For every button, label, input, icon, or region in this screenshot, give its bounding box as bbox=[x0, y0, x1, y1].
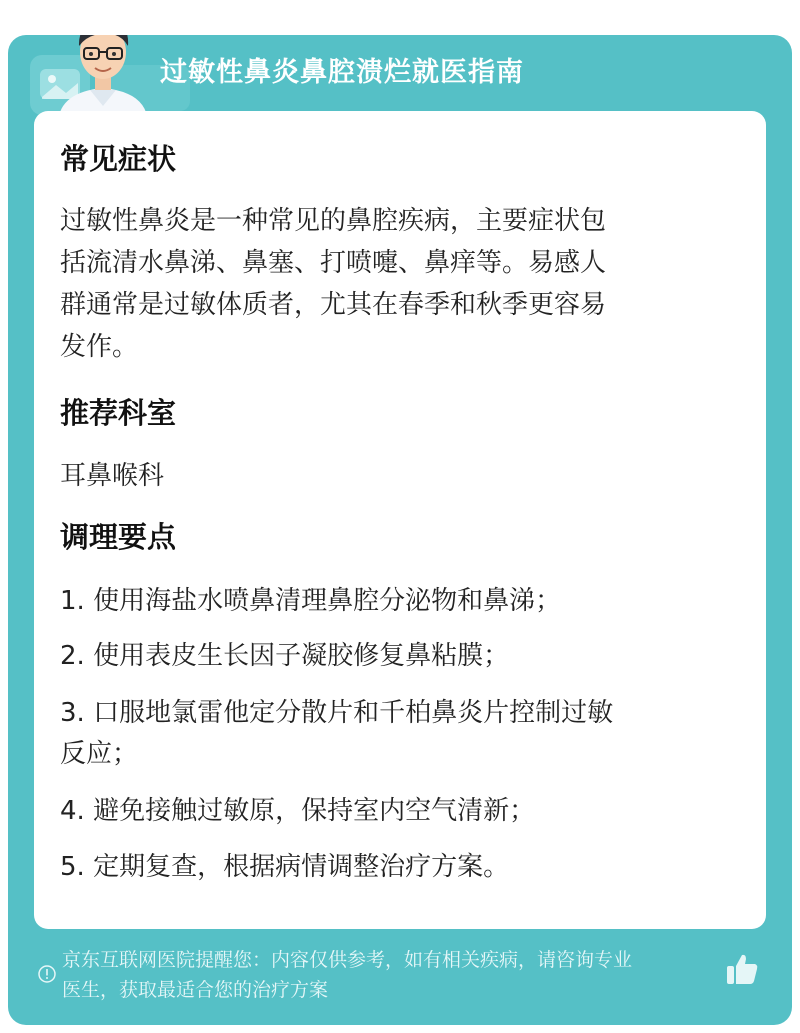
care-item: 1. 使用海盐水喷鼻清理鼻腔分泌物和鼻涕； bbox=[60, 586, 562, 616]
page-title: 过敏性鼻炎鼻腔溃烂就医指南 bbox=[160, 57, 524, 88]
care-item: 4. 避免接触过敏原，保持室内空气清新； bbox=[60, 796, 536, 826]
care-item-continued: 反应； bbox=[60, 739, 139, 769]
thumbs-up-icon[interactable] bbox=[724, 951, 760, 987]
disclaimer-line: 京东互联网医院提醒您：内容仅供参考，如有相关疾病，请咨询专业 bbox=[62, 949, 633, 971]
care-item: 3. 口服地氯雷他定分散片和千柏鼻炎片控制过敏 bbox=[60, 698, 614, 728]
symptoms-heading: 常见症状 bbox=[60, 142, 177, 176]
symptoms-line: 发作。 bbox=[60, 332, 139, 362]
department-heading: 推荐科室 bbox=[60, 396, 177, 430]
content-panel bbox=[34, 111, 766, 929]
care-item: 5. 定期复查，根据病情调整治疗方案。 bbox=[60, 852, 510, 882]
info-icon bbox=[38, 965, 56, 983]
care-heading: 调理要点 bbox=[60, 520, 177, 554]
disclaimer bbox=[62, 945, 742, 1005]
guide-card bbox=[8, 35, 792, 1025]
symptoms-line: 群通常是过敏体质者，尤其在春季和秋季更容易 bbox=[60, 290, 607, 320]
symptoms-line: 过敏性鼻炎是一种常见的鼻腔疾病，主要症状包 bbox=[60, 206, 607, 236]
disclaimer-line: 医生，获取最适合您的治疗方案 bbox=[62, 979, 329, 1001]
symptoms-line: 括流清水鼻涕、鼻塞、打喷嚏、鼻痒等。易感人 bbox=[60, 248, 607, 278]
doctor-avatar-icon bbox=[48, 35, 158, 122]
care-item: 2. 使用表皮生长因子凝胶修复鼻粘膜； bbox=[60, 641, 510, 671]
department-text: 耳鼻喉科 bbox=[60, 461, 165, 491]
